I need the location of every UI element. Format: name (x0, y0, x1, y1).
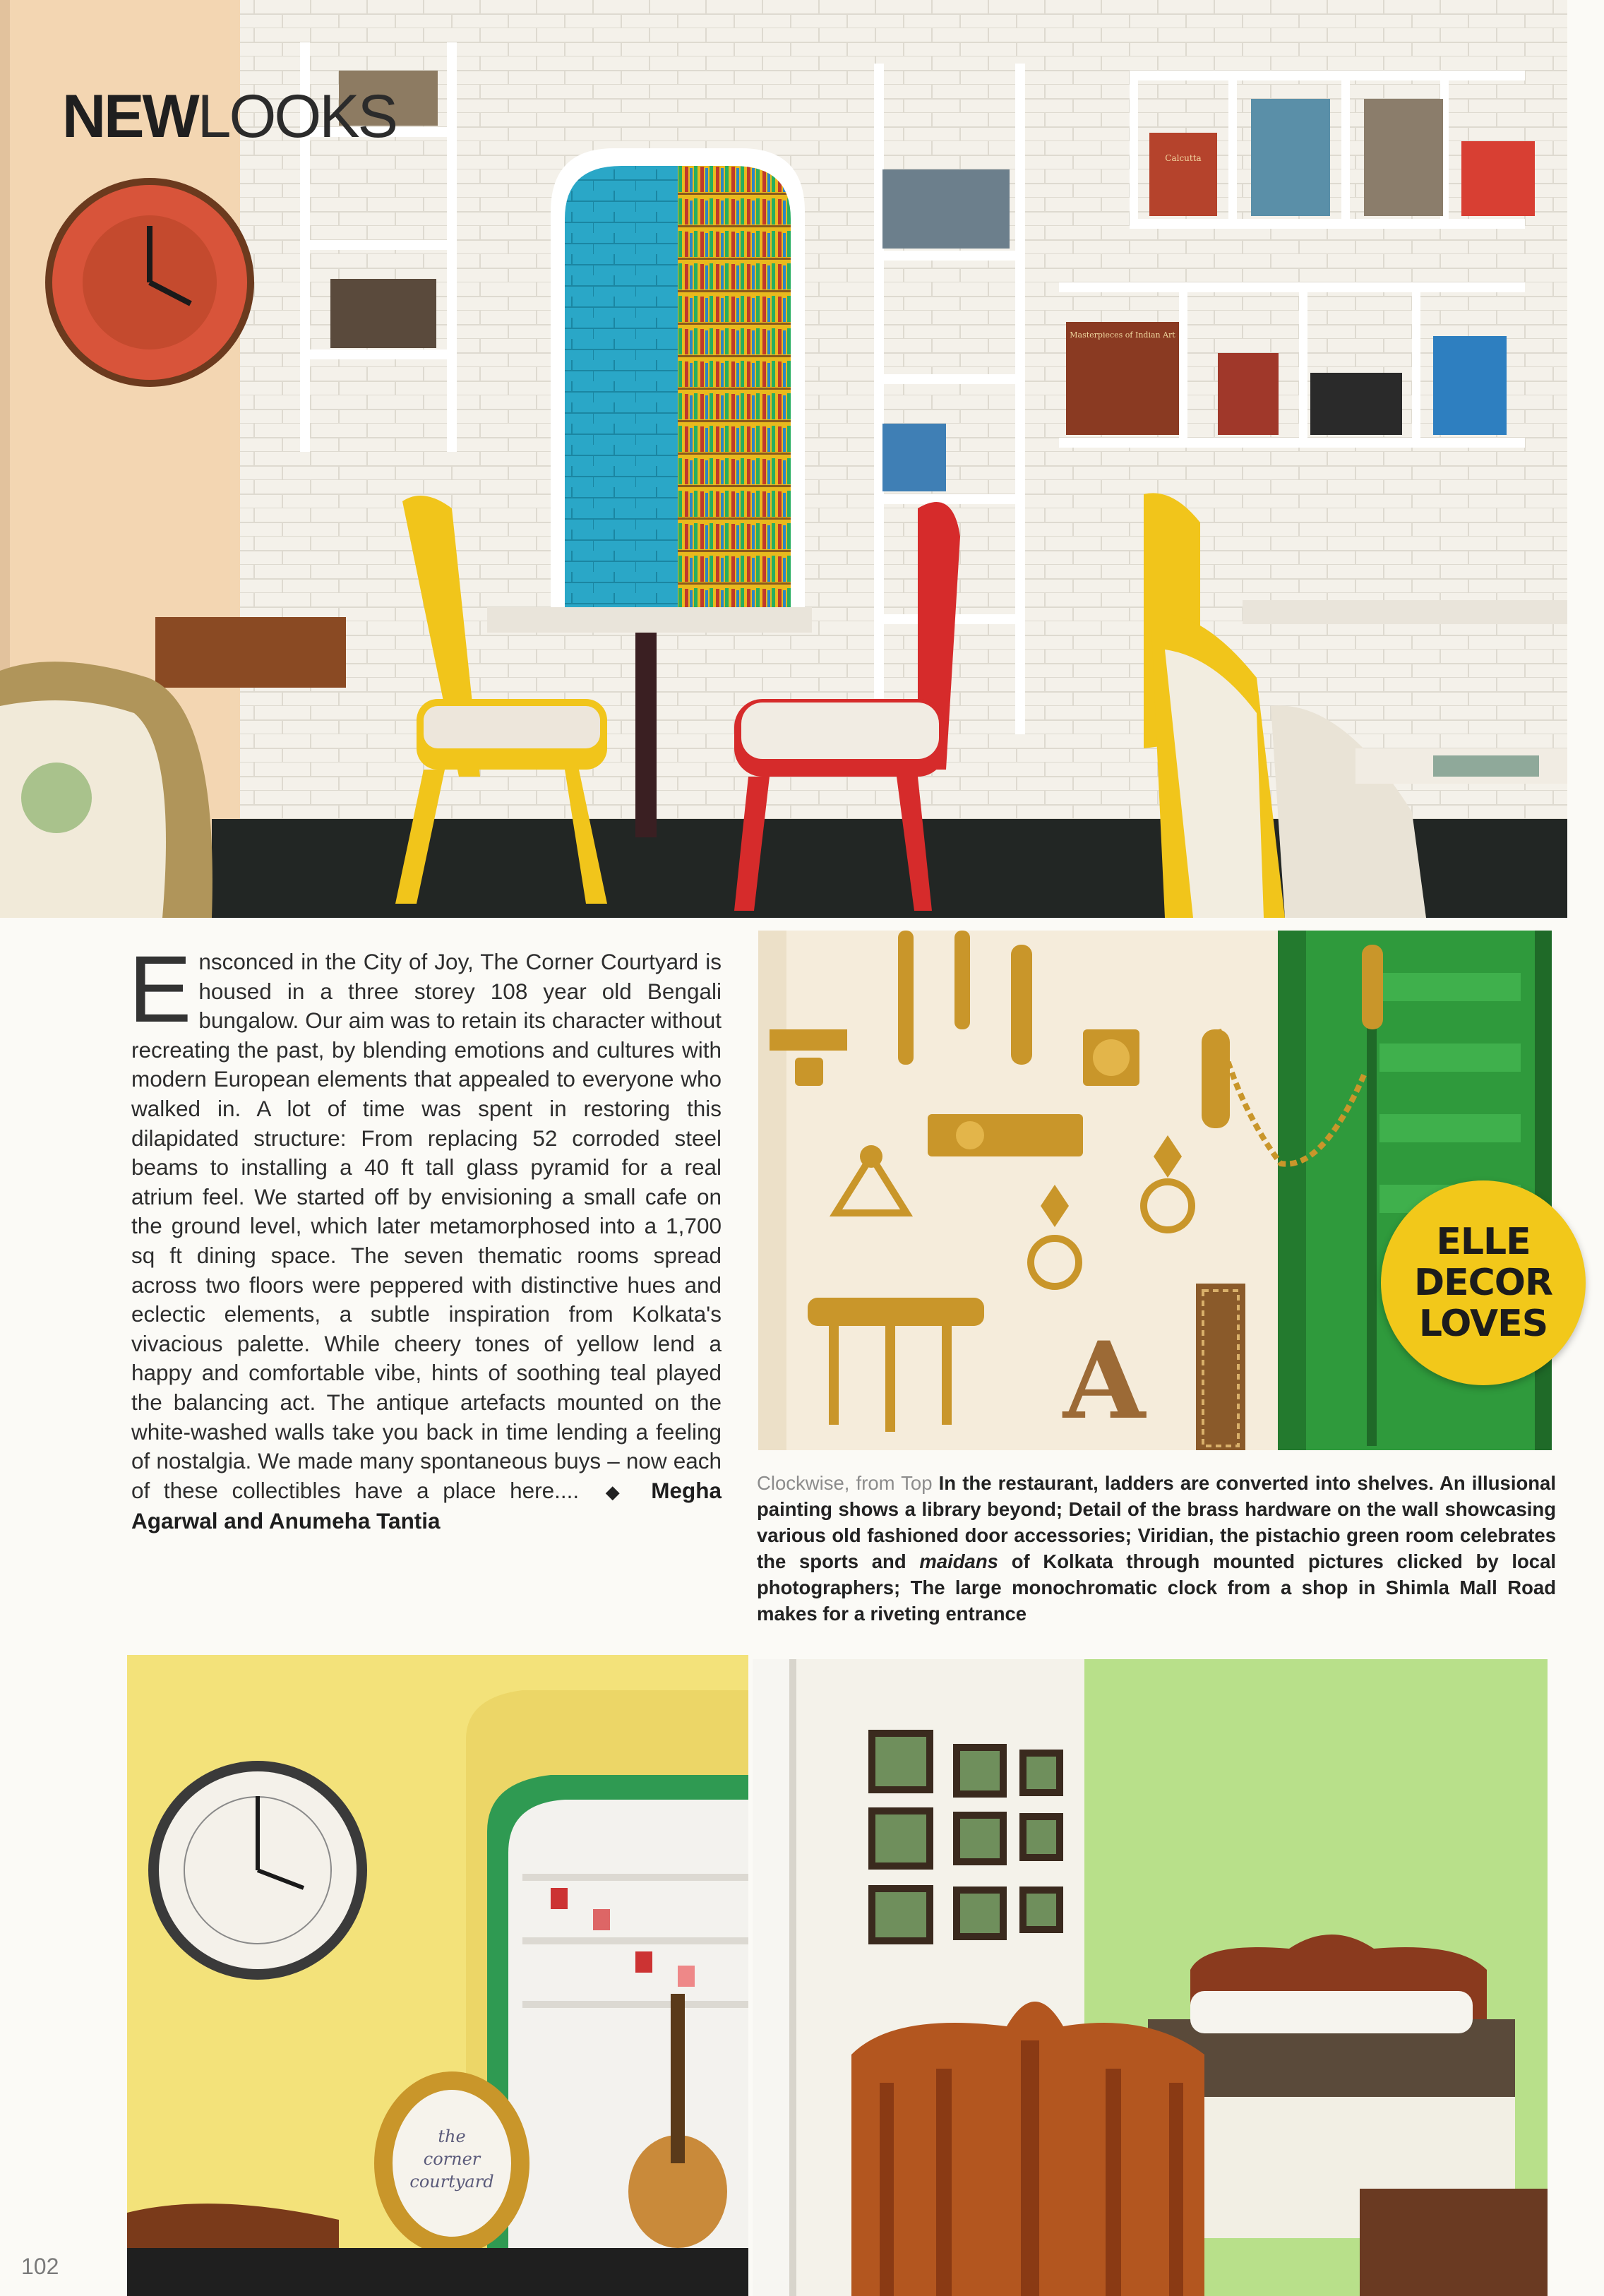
article-text: nsconced in the City of Joy, The Corner Courtyard is housed in a three storey 108 year old Bengali bungalow. Our aim was to retain its character without recreating the past, by blending emotions and cultures with modern European elements that appealed to everyone who walked in. A lot of time was spent in restoring this dilapidated structure: From replacing 52 corroded steel beams to installing a 40 ft tall glass pyramid for a real atrium feel. We started off by envisioning a small cafe on the ground level, which later metamorphosed into a 1,700 sq ft dining space. The seven thematic rooms spread across two floors were peppered with distinctive hues and eclectic elements, a subtle inspiration from Kolkata's vivacious palette. While cheery tones of yellow lend a happy and comfortable vibe, hints of soothing teal played the balancing act. The antique artefacts mounted on the white-washed walls take you back in time lending a feeling of nostalgia. We made many spontaneous buys – now each of these collectibles have a place here.... (131, 949, 722, 1503)
book-cover-text: Calcutta (1165, 153, 1202, 163)
article-body (128, 937, 722, 1536)
mirror-text-2: corner (423, 2149, 481, 2169)
mirror-text-1: the (438, 2127, 466, 2146)
badge-line-1: ELLE (1436, 1221, 1531, 1263)
section-label-bold: NEW (62, 83, 198, 150)
book-cover-text: Masterpieces of Indian Art (1070, 330, 1175, 340)
green-bedroom-photo (753, 1659, 1548, 2296)
badge-line-3: LOVES (1418, 1303, 1548, 1345)
page-number: 102 (21, 2254, 59, 2279)
section-label-light: LOOKS (197, 83, 396, 150)
caption-lead: Clockwise, from Top (757, 1472, 933, 1494)
brass-letter: A (1063, 1319, 1146, 1443)
yellow-room-photo (127, 1655, 748, 2296)
mirror-text-3: courtyard (409, 2172, 494, 2192)
caption-text-2: of Kolkata through mounted pictures clicked by local photographers; The large monochromatic clock from a shop in Shimla Mall Road makes for a riveting entrance (757, 1550, 1557, 1625)
end-diamond-icon: ◆ (605, 1481, 628, 1502)
caption-text-1: In the restaurant, ladders are converted into shelves. An illusional painting shows a library beyond; Detail of the brass hardware on the wall showcasing various old fashioned door accessories; Viridian, the pistachio green room celebrates the sports and (757, 1472, 1556, 1572)
drop-cap: E (128, 937, 192, 1042)
article-author: Megha Agarwal and Anumeha Tantia (131, 1477, 722, 1534)
badge-line-2: DECOR (1413, 1262, 1553, 1304)
caption-italic: maidans (919, 1550, 998, 1572)
photo-caption (757, 1470, 1556, 1627)
elle-decor-loves-badge (1381, 1180, 1586, 1385)
section-label (62, 83, 396, 150)
